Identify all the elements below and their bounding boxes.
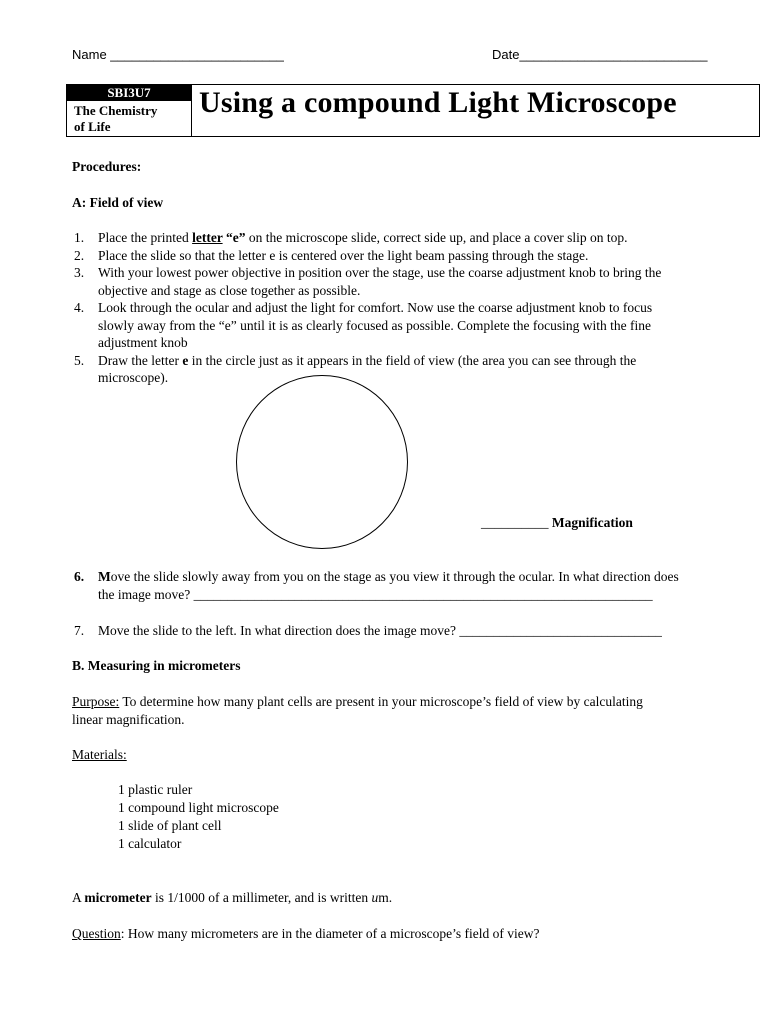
step-text-line (98, 352, 742, 370)
step-text-line: slowly away from the “e” until it is as clearly focused as possible. Complete the focusing with the fine (98, 317, 651, 333)
micrometer-unit: u (371, 890, 379, 905)
materials-label: Materials: (72, 747, 127, 762)
page-title: Using a compound Light Microscope (199, 86, 677, 119)
section-a-heading: A: Field of view (72, 195, 164, 210)
step-number: 3. (74, 265, 85, 280)
step-text-line: Look through the ocular and adjust the light for comfort. Now use the coarse adjustment knob to focus (98, 300, 653, 315)
question-line (72, 925, 539, 942)
step-6-number: 6. (74, 569, 85, 584)
step-6-text: ove the slide slowly away from you on the stage as you view it through the ocular. In what direction does (110, 569, 679, 584)
letter-word: letter (192, 230, 223, 245)
step-text-line: objective and stage as close together as possible. (98, 282, 361, 298)
unit-name-line1: The Chemistry (74, 103, 158, 118)
micrometer-term: micrometer (84, 890, 152, 905)
unit-name-line2: of Life (74, 119, 111, 134)
title-header-box (66, 84, 760, 137)
purpose-label: Purpose: (72, 694, 120, 709)
question-label: Question (72, 926, 121, 941)
step-text: Place the printed (98, 230, 193, 245)
bold-letter-e: e (182, 352, 189, 368)
step-number: 2. (74, 247, 85, 263)
date-field[interactable]: Date__________________________ (492, 47, 708, 62)
section-b-heading: B. Measuring in micrometers (72, 658, 241, 673)
magnification-label: Magnification (548, 515, 633, 530)
step-text: in the circle just as it appears in the field of view (the area you can see through the (188, 352, 637, 368)
step-number: 5. (74, 352, 85, 368)
procedures-heading: Procedures: (72, 159, 142, 174)
bold-m: M (98, 569, 111, 584)
letter-e-quoted: “e” (222, 230, 246, 245)
unit-name (74, 103, 188, 135)
list-item: 1 calculator (118, 836, 182, 851)
step-5 (72, 352, 742, 387)
step-1 (72, 229, 742, 247)
materials-list (118, 781, 279, 853)
step-3 (72, 264, 742, 299)
name-field[interactable]: Name ________________________ (72, 47, 284, 62)
step-text: Place the slide so that the letter e is centered over the light beam passing through the stage. (98, 247, 589, 263)
step-7-number: 7. (74, 623, 85, 638)
step-6-line1 (98, 568, 679, 585)
question-text: : How many micrometers are in the diameter of a microscope’s field of view? (120, 926, 540, 941)
list-item: 1 plastic ruler (118, 782, 193, 797)
step-number: 4. (74, 300, 85, 315)
step-2 (72, 247, 742, 265)
step-text-line: microscope). (98, 370, 169, 385)
procedure-steps (72, 229, 742, 387)
course-code: SBI3U7 (67, 85, 191, 101)
step-number: 1. (74, 230, 85, 245)
step-text: Draw the letter (98, 352, 183, 368)
purpose-line1 (72, 693, 643, 710)
course-box (67, 85, 192, 136)
magnification-blank[interactable]: __________ (481, 515, 549, 530)
step-7-answer-line[interactable]: Move the slide to the left. In what direction does the image move? ______________________________ (98, 623, 662, 638)
step-6-answer-line[interactable]: the image move? ____________________________________________________________________ (98, 587, 653, 602)
purpose-text: To determine how many plant cells are present in your microscope’s field of view by calculating (119, 694, 643, 709)
purpose-line2: linear magnification. (72, 712, 185, 727)
list-item: 1 compound light microscope (118, 800, 279, 815)
step-text-line: adjustment knob (98, 335, 188, 350)
list-item: 1 slide of plant cell (118, 818, 222, 833)
magnification-field[interactable] (481, 514, 633, 531)
micrometer-definition: A micrometer is 1/1000 of a millimeter, and is written um. (72, 890, 393, 905)
step-4 (72, 299, 742, 352)
field-of-view-drawing-circle[interactable] (236, 375, 408, 549)
step-text: on the microscope slide, correct side up, and place a cover slip on top. (245, 230, 628, 245)
step-text-line: With your lowest power objective in position over the stage, use the coarse adjustment knob to bring the (98, 265, 662, 280)
